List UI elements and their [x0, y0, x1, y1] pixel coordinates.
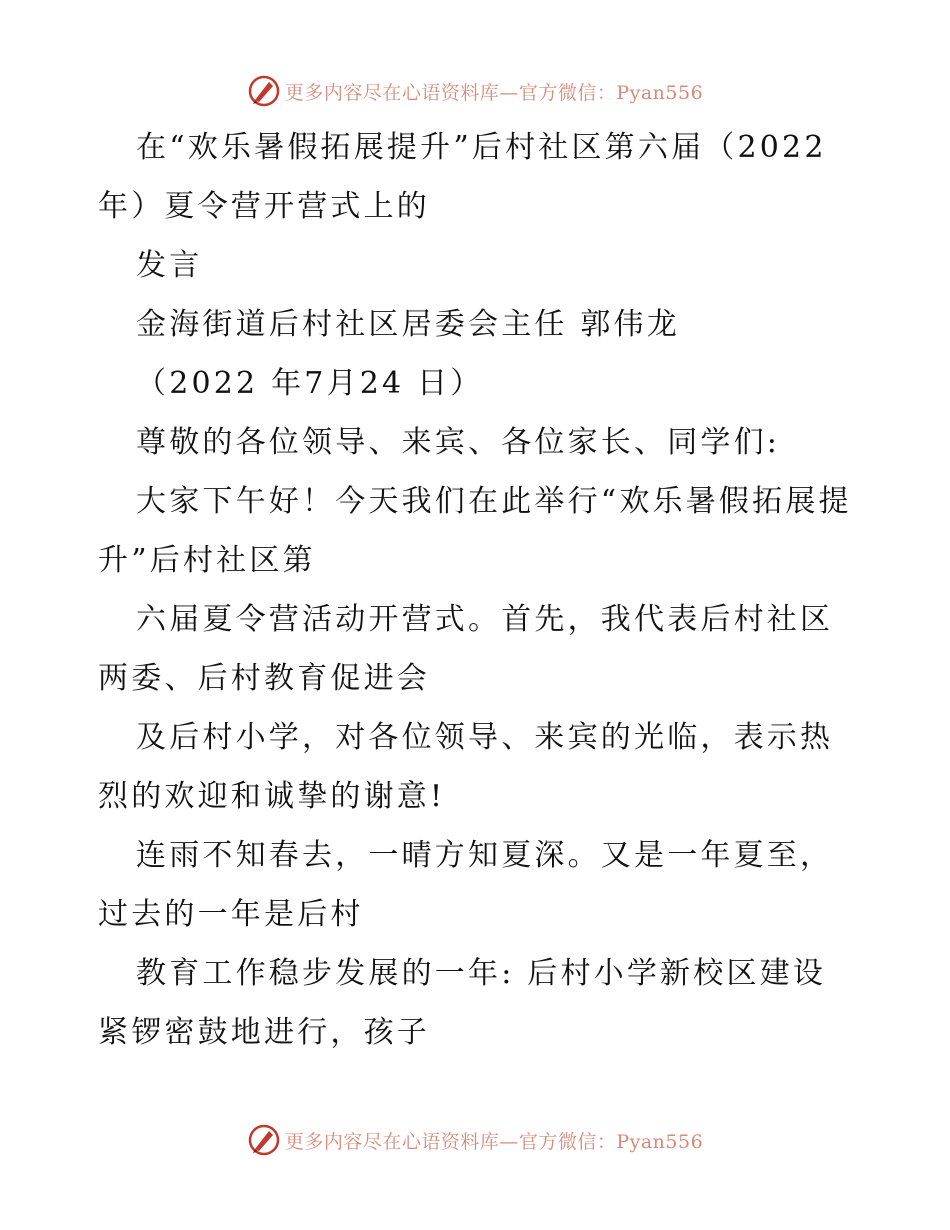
- author-line: 金海街道后村社区居委会主任 郭伟龙: [136, 307, 680, 342]
- banner-text: 更多内容尽在心语资料库—官方微信：Pyan556: [284, 81, 704, 104]
- banner-text: 更多内容尽在心语资料库—官方微信：Pyan556: [284, 1130, 704, 1153]
- pen-logo-icon: [247, 1123, 281, 1157]
- date-line: （2022 年7月24 日）: [136, 366, 484, 401]
- pen-logo-icon: [247, 74, 281, 108]
- salutation: 尊敬的各位领导、来宾、各位家长、同学们:: [136, 425, 781, 460]
- document-body: [98, 118, 858, 1062]
- body-paragraph: 六届夏令营活动开营式。首先，我代表后村社区两委、后村教育促进会: [98, 602, 834, 696]
- title-line-end: 发言: [136, 248, 203, 283]
- body-paragraph: 教育工作稳步发展的一年: 后村小学新校区建设紧锣密鼓地进行，孩子: [98, 956, 827, 1050]
- header-banner: [0, 71, 950, 111]
- body-paragraph: 连雨不知春去，一晴方知夏深。又是一年夏至，过去的一年是后村: [98, 838, 834, 932]
- body-paragraph: 大家下午好！今天我们在此举行“欢乐暑假拓展提升”后村社区第: [98, 484, 852, 578]
- footer-banner: [0, 1120, 950, 1160]
- body-paragraph: 及后村小学，对各位领导、来宾的光临，表示热烈的欢迎和诚挚的谢意!: [98, 720, 834, 814]
- title-line: 在“欢乐暑假拓展提升”后村社区第六届（2022年）夏令营开营式上的: [98, 130, 827, 224]
